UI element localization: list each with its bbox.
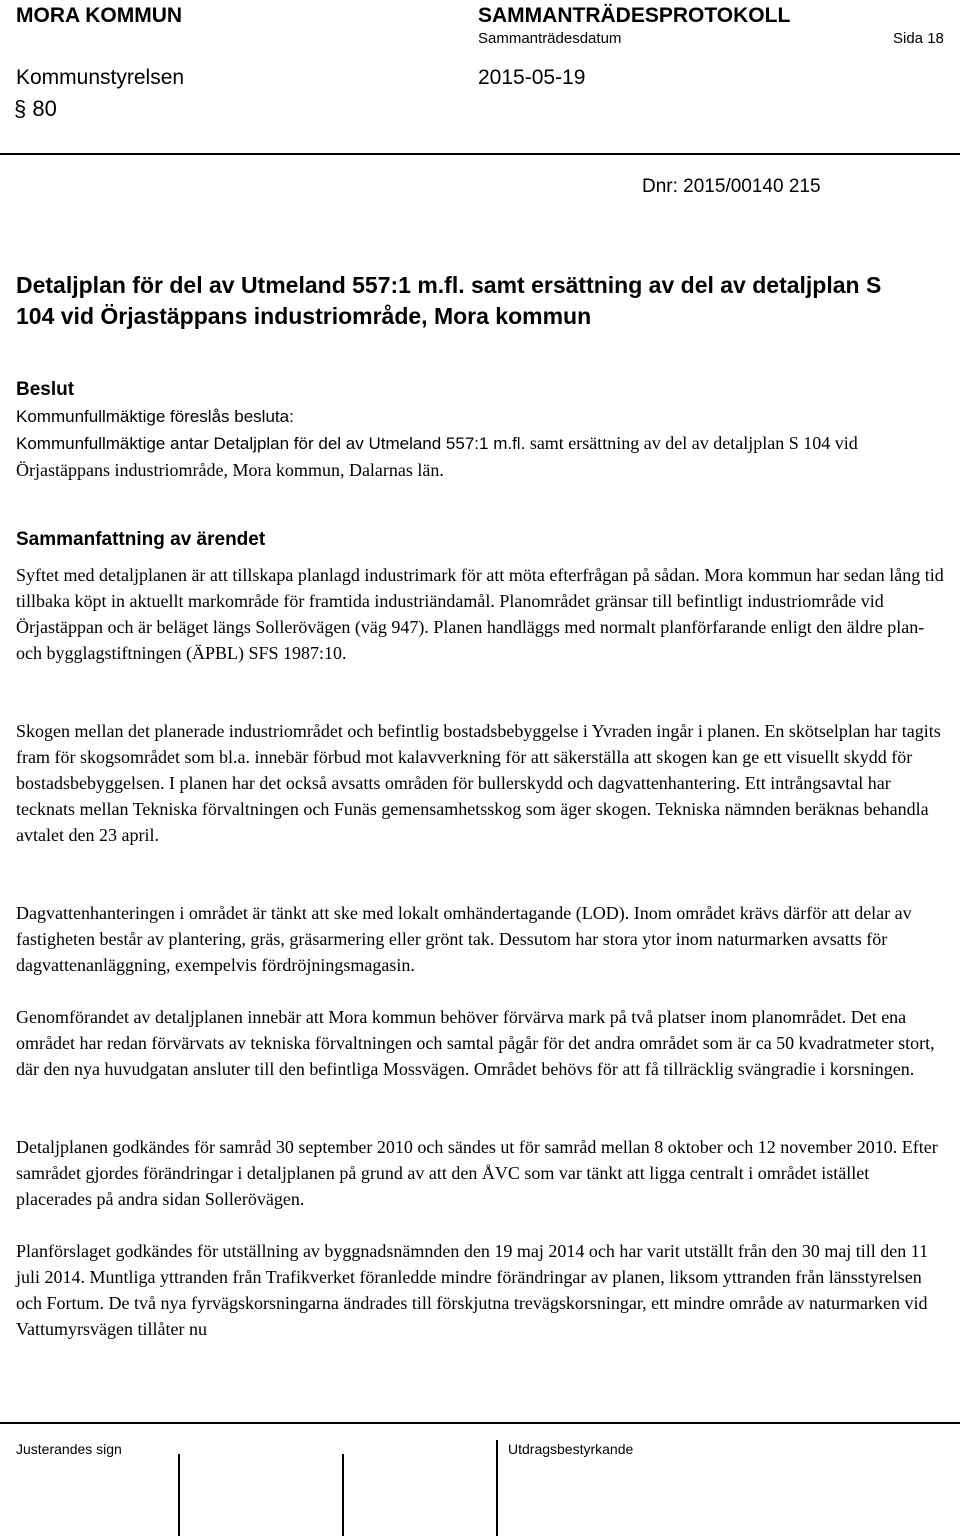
summary-paragraph-1: Syftet med detaljplanen är att tillskapa planlagd industrimark för att möta efterfrågan på sådan. Mora kommun har sedan lång tid tillbaka köpt in aktuellt markområde för framtida industriändamål. Planområdet gränsar till befintligt industriområde vid Örjastäppan och är beläget längs Sollerövägen (väg 947). Planen handläggs med normalt planförfarande enligt den äldre plan- och bygglagstiftningen (ÄPBL) SFS 1987:10.: [16, 565, 944, 663]
document-type-title: SAMMANTRÄDESPROTOKOLL: [478, 4, 791, 27]
diary-number: Dnr: 2015/00140 215: [642, 176, 821, 197]
signature-box-divider: [342, 1454, 344, 1536]
signature-box-divider: [178, 1454, 180, 1536]
meeting-date-label: Sammanträdesdatum: [478, 30, 622, 47]
board-name: Kommunstyrelsen: [16, 66, 185, 89]
summary-paragraph-6: Planförslaget godkändes för utställning av byggnadsnämnden den 19 maj 2014 och har varit utställt från den 30 maj till den 11 juli 2014. Muntliga yttranden från Trafikverket föranledde mindre förändringar av planen, liksom yttranden från länsstyrelsen och Fortum. De två nya fyrvägskorsningarna ändrades till förskjutna trevägskorsningar, ett mindre område av naturmarken vid Vattumyrsvägen tillåter nu: [16, 1241, 929, 1339]
decision-heading: Beslut: [16, 379, 75, 400]
header-divider: [0, 153, 960, 155]
meeting-date: 2015-05-19: [478, 66, 586, 89]
decision-text: [16, 430, 946, 483]
extract-certification-label: Utdragsbestyrkande: [508, 1441, 634, 1457]
case-title: Detaljplan för del av Utmeland 557:1 m.fl. samt ersättning av del av detaljplan S 104 vid Örjastäppans industriområde, Mora kommun: [16, 272, 882, 329]
summary-paragraph-5: Detaljplanen godkändes för samråd 30 september 2010 och sändes ut för samråd mellan 8 oktober och 12 november 2010. Efter samrådet gjordes förändringar i detaljplanen på grund av att den ÅVC som var tänkt att ligga centralt i området istället placerades på andra sidan Sollerövägen.: [16, 1137, 938, 1209]
summary-heading: Sammanfattning av ärendet: [16, 529, 266, 550]
footer-column-divider: [496, 1440, 498, 1536]
decision-text-serif: samt ersättning av del av detaljplan S 104 vid Örjastäppans industriområde, Mora kommun, Dalarnas län.: [16, 433, 858, 480]
signature-label: Justerandes sign: [16, 1441, 122, 1457]
decision-intro: Kommunfullmäktige föreslås besluta:: [16, 407, 294, 426]
summary-paragraph-4: Genomförandet av detaljplanen innebär att Mora kommun behöver förvärva mark på två platser inom planområdet. Det ena området har redan förvärvats av tekniska förvaltningen och samtal pågår för det andra området som är ca 50 kvadratmeter stort, där den nya huvudgatan ansluter till den befintliga Mossvägen. Området behövs för att få tillräcklig svängradie i korsningen.: [16, 1007, 935, 1079]
footer-divider: [0, 1422, 960, 1424]
summary-paragraph-3: Dagvattenhanteringen i området är tänkt att ske med lokalt omhändertagande (LOD). Inom området krävs därför att delar av fastigheten består av plantering, gräs, gräsarmering eller grönt tak. Dessutom har stora ytor inom naturmarken avsatts för dagvattenanläggning, exempelvis fördröjningsmagasin.: [16, 903, 912, 975]
page-number: Sida 18: [893, 30, 944, 47]
summary-paragraph-2: Skogen mellan det planerade industriområdet och befintlig bostadsbebyggelse i Yvraden ingår i planen. En skötselplan har tagits fram för skogsområdet som bl.a. innebär förbud mot kalavverkning för att säkerställa att skogen kan ge ett visuellt skydd för bostadsbebyggelsen. I planen har det också avsatts områden för bullerskydd och dagvattenhantering. Ett intrångsavtal har tecknats mellan Tekniska förvaltningen och Funäs gemensamhetsskog som äger skogen. Tekniska nämnden beräknas behandla avtalet den 23 april.: [16, 721, 941, 845]
paragraph-number: § 80: [14, 96, 57, 121]
decision-text-sans: Kommunfullmäktige antar Detaljplan för del av Utmeland 557:1 m.fl.: [16, 434, 526, 453]
municipality-name: MORA KOMMUN: [16, 4, 183, 27]
